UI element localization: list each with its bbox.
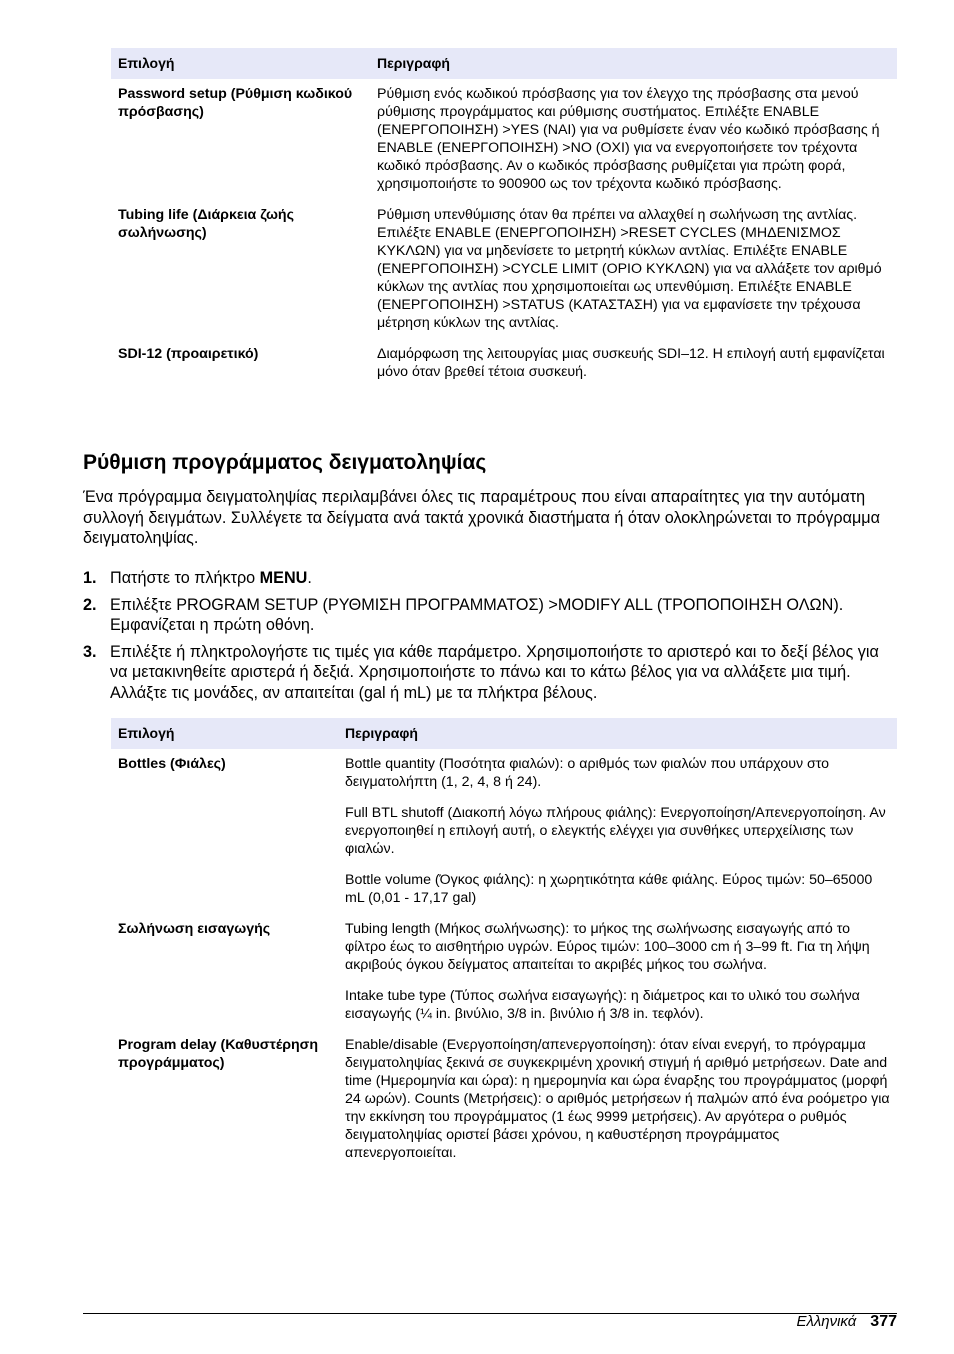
table-row bbox=[111, 914, 897, 1030]
step-number: 1. bbox=[83, 569, 97, 587]
table-header-row bbox=[111, 718, 897, 749]
footer-divider bbox=[83, 1313, 897, 1314]
option-cell: Tubing life (Διάρκεια ζωής σωλήνωσης) bbox=[118, 207, 294, 241]
menu-key-label: MENU bbox=[259, 569, 308, 587]
option-cell: Password setup (Ρύθμιση κωδικού πρόσβασης) bbox=[118, 86, 353, 120]
description-text: Intake tube type (Τύπος σωλήνα εισαγωγής): η διάμετρος και το υλικό του σωλήνα εισαγωγής (¼ in. βινύλιο, 3/8 in. βινύλιο ή 3/8 in. τεφλόν). bbox=[345, 988, 860, 1022]
step-text-end: . bbox=[307, 569, 312, 587]
table-row bbox=[111, 1030, 897, 1169]
option-cell: SDI-12 (προαιρετικό) bbox=[118, 346, 259, 362]
column-header-option: Επιλογή bbox=[111, 48, 370, 79]
list-item bbox=[83, 568, 897, 589]
step-text: Επιλέξτε PROGRAM SETUP (ΡΥΘΜΙΣΗ ΠΡΟΓΡΑΜΜΑΤΟΣ) >MODIFY ALL (ΤΡΟΠΟΠΟΙΗΣΗ ΟΛΩΝ). Εμφανίζεται η πρώτη οθόνη. bbox=[110, 595, 844, 634]
table-row bbox=[111, 200, 897, 339]
step-text: Πατήστε το πλήκτρο bbox=[110, 569, 260, 587]
page-footer bbox=[796, 1312, 897, 1332]
description-text: Enable/disable (Ενεργοποίηση/απενεργοποίηση): όταν είναι ενεργή, το πρόγραμμα δειγματοληψίας ξεκινά σε συγκεκριμένη χρονική στιγμή ή αριθμό μετρήσεων. Date and time (Ημερομηνία και ώρα): η ημερομηνία και ώρα έναρξης του προγράμματος (μορφή 24 ωρών). Counts (Μετρήσεις): ο αριθμός μετρήσεων ή παλμών από ένα ροόμετρο για την εκκίνηση του προγράμματος (1 έως 9999 μετρήσεις). Αν αργότερα ο ρυθμός δειγματοληψίας οριστεί βάσει χρόνου, η καθυστέρηση προγράμματος απενεργοποιείται. bbox=[345, 1037, 890, 1161]
description-cell bbox=[338, 914, 897, 1030]
option-cell: Bottles (Φιάλες) bbox=[118, 756, 226, 772]
options-table-1 bbox=[111, 48, 897, 388]
table-row bbox=[111, 339, 897, 388]
description-cell bbox=[370, 200, 897, 339]
description-text: Bottle volume (Όγκος φιάλης): η χωρητικότητα κάθε φιάλης. Εύρος τιμών: 50–65000 mL (0,01 - 17,17 gal) bbox=[345, 872, 873, 906]
option-cell: Σωλήνωση εισαγωγής bbox=[118, 921, 271, 937]
column-header-description: Περιγραφή bbox=[338, 718, 897, 749]
description-cell bbox=[338, 1030, 897, 1169]
description-text: Διαμόρφωση της λειτουργίας μιας συσκευής SDI–12. Η επιλογή αυτή εμφανίζεται μόνο όταν βρεθεί τέτοια συσκευή. bbox=[377, 346, 885, 380]
options-table-2 bbox=[111, 718, 897, 1169]
description-text: Bottle quantity (Ποσότητα φιαλών): ο αριθμός των φιαλών που υπάρχουν στο δειγματολήπτη (1, 2, 4, 8 ή 24). bbox=[345, 756, 830, 790]
step-text: Επιλέξτε ή πληκτρολογήστε τις τιμές για κάθε παράμετρο. Χρησιμοποιήστε το αριστερό και το δεξί βέλος για να μετακινηθείτε αριστερά ή δεξιά. Χρησιμοποιήστε το πάνω και το κάτω βέλος για να αλλάξετε μια τιμή. Αλλάξτε τις μονάδες, αν απαιτείται (gal ή mL) με τα πλήκτρα βέλους. bbox=[110, 642, 879, 702]
table-row bbox=[111, 79, 897, 200]
description-cell bbox=[338, 749, 897, 914]
footer-language: Ελληνικά bbox=[796, 1313, 857, 1330]
list-item bbox=[83, 642, 897, 704]
description-text: Tubing length (Μήκος σωλήνωσης): το μήκος της σωλήνωσης εισαγωγής από το φίλτρο έως το αισθητήριο υγρών. Εύρος τιμών: 100–3000 cm ή 3–99 ft. Για τη λήψη ακριβούς όγκου δείγματος απαιτείται το ακριβές μήκος του σωλήνα. bbox=[345, 921, 870, 973]
description-text: Full BTL shutoff (Διακοπή λόγω πλήρους φιάλης): Ενεργοποίηση/Απενεργοποίηση. Αν ενεργοποιηθεί η επιλογή αυτή, ο ελεγκτής ελέγχει για συνθήκες υπερχείλισης των φιαλών. bbox=[345, 805, 886, 857]
step-number: 3. bbox=[83, 642, 97, 661]
steps-list bbox=[83, 568, 897, 709]
table-header-row bbox=[111, 48, 897, 79]
option-cell: Program delay (Καθυστέρηση προγράμματος) bbox=[118, 1037, 319, 1071]
table-row bbox=[111, 749, 897, 914]
description-text: Ρύθμιση ενός κωδικού πρόσβασης για τον έλεγχο της πρόσβασης στα μενού ρύθμισης προγράμματος και ρύθμισης συστήματος. Επιλέξτε ENABLE (ΕΝΕΡΓΟΠΟΙΗΣΗ) >YES (ΝΑΙ) για να ρυθμίσετε έναν νέο κωδικό πρόσβασης ή ENABLE (ΕΝΕΡΓΟΠΟΙΗΣΗ) >NO (ΟΧΙ) για να ενεργοποιήσετε τον τρέχοντα κωδικό πρόσβασης. Αν ο κωδικός πρόσβασης ρυθμίζεται για πρώτη φορά, χρησιμοποιήστε το 900900 ως τον τρέχοντα κωδικό πρόσβασης. bbox=[377, 86, 880, 192]
list-item bbox=[83, 595, 897, 636]
page-number: 377 bbox=[870, 1313, 897, 1330]
column-header-option: Επιλογή bbox=[111, 718, 338, 749]
section-title: Ρύθμιση προγράμματος δειγματοληψίας bbox=[83, 451, 487, 474]
description-cell bbox=[370, 79, 897, 200]
section-intro: Ένα πρόγραμμα δειγματοληψίας περιλαμβάνει όλες τις παραμέτρους που είναι απαραίτητες για την αυτόματη συλλογή δειγμάτων. Συλλέγετε τα δείγματα ανά τακτά χρονικά διαστήματα ή όταν ολοκληρώνεται το πρόγραμμα δειγματοληψίας. bbox=[83, 488, 880, 547]
step-number: 2. bbox=[83, 595, 97, 614]
column-header-description: Περιγραφή bbox=[370, 48, 897, 79]
description-text: Ρύθμιση υπενθύμισης όταν θα πρέπει να αλλαχθεί η σωλήνωση της αντλίας. Επιλέξτε ENABLE (ΕΝΕΡΓΟΠΟΙΗΣΗ) >RESET CYCLES (ΜΗΔΕΝΙΣΜΟΣ ΚΥΚΛΩΝ) για να μηδενίσετε το μετρητή κύκλων αντλίας. Επιλέξτε ENABLE (ΕΝΕΡΓΟΠΟΙΗΣΗ) >CYCLE LIMIT (ΟΡΙΟ ΚΥΚΛΩΝ) για να αλλάξετε τον αριθμό κύκλων της αντλίας που χρησιμοποιείται ως υπενθύμιση. Επιλέξτε ENABLE (ΕΝΕΡΓΟΠΟΙΗΣΗ) >STATUS (ΚΑΤΑΣΤΑΣΗ) για να εμφανίσετε την τρέχουσα μέτρηση κύκλων της αντλίας. bbox=[377, 207, 882, 331]
description-cell bbox=[370, 339, 897, 388]
